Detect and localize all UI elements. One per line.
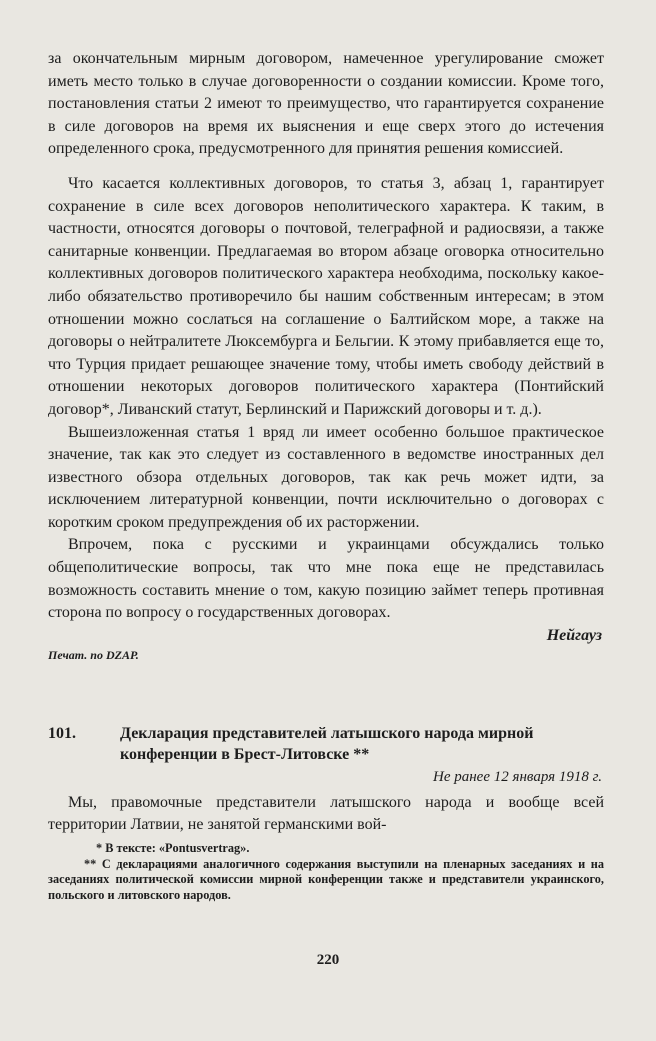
source-note: Печат. по DZAP. bbox=[48, 647, 139, 662]
document-heading bbox=[48, 723, 604, 765]
page-number: 220 bbox=[316, 952, 340, 968]
paragraph-collective-treaties: Что касается коллективных договоров, то статья 3, абзац 1, гарантирует сохранение в силе всех договоров неполитического характера. К таким, в частности, относятся договоры о почтовой, телеграфной и радиосвязи, а также санитарные конвенции. Предлагаемая во втором абзаце оговорка относительно коллективных договоров политического характера необходима, поскольку какое-либо обязательство противоречило бы нашим собственным интересам; в этом отношении можно сослаться на соглашение о Балтийском море, а также на договоры о нейтралитете Люксембурга и Бельгии. К этому прибавляется еще то, что Турция придает решающее значение тому, чтобы иметь свободу действий в отношении некоторых договоров политического характера (Понтийский договор*, Ливанский статут, Берлинский и Парижский договоры и т. д.). bbox=[48, 174, 604, 418]
footnote-1: * В тексте: «Pontusvertrag». bbox=[96, 841, 250, 856]
paragraph-article-1: Вышеизложенная статья 1 вряд ли имеет особенно большое практическое значение, так как это следует из составленного в ведомстве иностранных дел известного обзора отдельных договоров, так как речь может идти, за исключением литературной конвенции, почти исключительно о договорах с коротким сроком предупреждения об их расторжении. bbox=[48, 423, 604, 531]
signature: Нейгауз bbox=[546, 626, 602, 644]
footnote-2: ** С декларациями аналогичного содержания выступили на пленарных заседаниях и на заседаниях политической комиссии мирной конференции также и представители украинского, польского и литовского народов. bbox=[48, 856, 604, 902]
page-body bbox=[48, 48, 604, 903]
document-date: Не ранее 12 января 1918 г. bbox=[433, 768, 602, 785]
paragraph-russians-ukrainians: Впрочем, пока с русскими и украинцами обсуждались только общеполитические вопросы, так что мне пока еще не представилась возможность составить мнение о том, какую позицию займет теперь противная сторона по вопросу о государственных договорах. bbox=[48, 536, 604, 622]
footnotes bbox=[48, 841, 604, 903]
document-number: 101. bbox=[48, 724, 76, 742]
document-text: Мы, правомочные представители латышского народа и вообще всей территории Латвии, не занятой германскими вой- bbox=[48, 793, 604, 834]
document-title: Декларация представителей латышского народа мирной конференции в Брест-Литовске ** bbox=[120, 724, 534, 763]
paragraph-continued: за окончательным мирным договором, намеченное урегулирование сможет иметь место только в случае договоренности о создании комиссии. Кроме того, постановления статьи 2 имеют то преимущество, что гарантируется сохранение в силе договоров на время их выяснения и еще сверх этого до истечения определенного срока, предусмотренного для принятия решения комиссией. bbox=[48, 50, 604, 158]
